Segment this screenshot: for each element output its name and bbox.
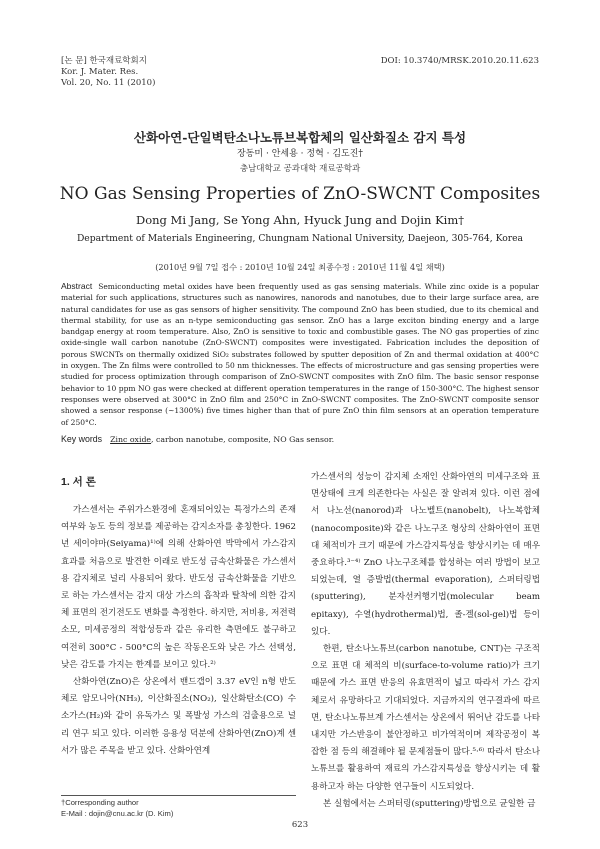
journal-abbrev: Kor. J. Mater. Res. <box>61 67 139 77</box>
doi[interactable]: DOI: 10.3740/MRSK.2010.20.11.623 <box>380 56 539 66</box>
title-english: NO Gas Sensing Properties of ZnO-SWCNT Composites <box>59 184 541 204</box>
abstract <box>61 281 539 428</box>
footnote-divider <box>61 795 296 796</box>
keywords-label: Key words <box>61 434 103 444</box>
title-korean: 산화아연-단일벽탄소나노튜브복합체의 일산화질소 감지 특성 <box>133 130 467 145</box>
paragraph: 한편, 탄소나노튜브(carbon nanotube, CNT)는 구조적으로 표면 대 체적의 비(surface-to-volume ratio)가 크기 때문에 가스 표면 반응의 유효면적이 넓고 따라서 가스 감지체로서 유망하다고 기대되었다. 지금까지의 연구결과에 따르면, 탄소나노튜브계 가스센서는 상온에서 뛰어난 감도를 나타내지만 가스반응이 불안정하고 비가역적이며 제작공정이 복잡한 점 등의 해결해야 될 문제점들이 많다.⁵·⁶⁾ 따라서 탄소나노튜브를 활용하여 재료의 가스감지특성을 향상시키는 데 활용하고자 하는 다양한 연구들이 시도되었다. <box>311 644 540 792</box>
received-dates: (2010년 9월 7일 접수 : 2010년 10월 24일 최종수정 : 2010년 11월 4일 채택) <box>155 262 445 272</box>
page-number: 623 <box>291 820 309 830</box>
abstract-text: Semiconducting metal oxides have been frequently used as gas sensing materials. While zinc oxide is a popular material for such applications, structures such as nanowires, nanorods and nanotubes, due to their large surface area, are natural candidates for use as gas sensors of higher sensitivity. The compound ZnO has been studied, due to its chemical and thermal stability, for use as an n-type semiconducting gas sensor. ZnO has a large exciton binding energy and a large bandgap energy at room temperature. Also, ZnO is sensitive to toxic and combustible gases. The NO gas properties of zinc oxide-single wall carbon nanotube (ZnO-SWCNT) composites were investigated. Fabrication includes the deposition of porous SWCNTs on thermally oxidized SiO₂ substrates followed by sputter deposition of Zn and thermal oxidation at 400°C in oxygen. The Zn films were controlled to 50 nm thicknesses. The effects of microstructure and gas sensing properties were studied for process optimization through comparison of ZnO-SWCNT composites with ZnO film. The basic sensor response behavior to 10 ppm NO gas were checked at different operation temperatures in the range of 150-300°C. The highest sensor responses were observed at 300°C in ZnO film and 250°C in ZnO-SWCNT composites. The ZnO-SWCNT composite sensor showed a sensor response (~1300%) five times higher than that of pure ZnO thin film sensors at an operation temperature of 250°C. <box>61 282 539 427</box>
paragraph: 가스센서는 주위가스환경에 혼재되어있는 특정가스의 존재여부와 농도 등의 정보를 제공하는 감지소자를 총칭한다. 1962년 세이야마(Seiyama)¹⁾에 의해 산화아연 박막에서 가스감지 효과를 처음으로 발견한 이래로 반도성 금속산화물은 가스센서용 감지체로 널리 사용되어 왔다. 반도성 금속산화물을 기반으로 하는 가스센서는 감지 대상 가스의 흡착과 탈착에 의한 감지체 표면의 전기전도도 변화를 측정한다. 하지만, 저비용, 저전력 소모, 미세공정의 적합성등과 같은 유리한 측면에도 불구하고 여전히 300°C - 500°C의 높은 작동온도와 낮은 가스 선택성, 낮은 감도를 가지는 한계를 보이고 있다.²⁾ <box>61 505 296 670</box>
author-email[interactable]: E-Mail : dojin@cnu.ac.kr (D. Kim) <box>61 809 174 818</box>
right-column <box>311 469 540 813</box>
paragraph: 산화아연(ZnO)은 상온에서 밴드갭이 3.37 eV인 n형 반도체로 암모니아(NH₃), 이산화질소(NO₂), 일산화탄소(CO) 수소가스(H₂)와 같이 유독가스 및 폭발성 가스의 검출용으로 널리 연구 되고 있다. 이러한 응용성 덕분에 산화아연(ZnO)계 센서가 많은 주목을 받고 있다. 산화아연계 <box>61 677 296 756</box>
authors-korean: 장동미 · 안세용 · 정혁 · 김도진† <box>237 149 363 159</box>
affiliation-english: Department of Materials Engineering, Chungnam National University, Daejeon, 305-764, Korea <box>76 233 524 244</box>
journal-volume: Vol. 20, No. 11 (2010) <box>61 78 156 88</box>
footnote <box>61 797 301 819</box>
journal-header <box>61 56 155 89</box>
abstract-label: Abstract <box>61 281 93 291</box>
left-column <box>61 502 296 760</box>
keywords-rest: , carbon nanotube, composite, NO Gas sensor. <box>151 435 335 444</box>
keywords <box>61 434 539 444</box>
corresponding-author: †Corresponding author <box>61 798 139 807</box>
paragraph: 본 실험에서는 스퍼터링(sputtering)방법으로 균일한 금 <box>323 798 536 809</box>
authors-english: Dong Mi Jang, Se Yong Ahn, Hyuck Jung and Dojin Kim† <box>135 213 465 227</box>
paragraph: 가스센서의 성능이 감지체 소재인 산화아연의 미세구조와 표면상태에 크게 의존한다는 사실은 잘 알려져 있다. 이런 점에서 나노선(nanorod)과 나노벨트(nanobelt), 나노복합체(nanocomposite)와 같은 나노구조 형상의 산화아연이 표면 대 체적비가 크기 때문에 가스감지특성을 향상시키는 데 매우 중요하다.³⁻⁴⁾ ZnO 나노구조체를 합성하는 여러 방법이 보고되었는데, 열 증발법(thermal evaporation), 스퍼터링법(sputtering), 분자선커행기법(molecular beam epitaxy), 수열(hydrothermal)법, 졸-겔(sol-gel)법 등이 있다. <box>311 472 540 637</box>
section-heading: 1. 서 론 <box>61 476 96 488</box>
keyword-link[interactable]: Zinc oxide <box>110 435 152 444</box>
journal-korean: [논 문] 한국재료학회지 <box>61 56 147 66</box>
affiliation-korean: 충남대학교 공과대학 재료공학과 <box>239 164 361 174</box>
